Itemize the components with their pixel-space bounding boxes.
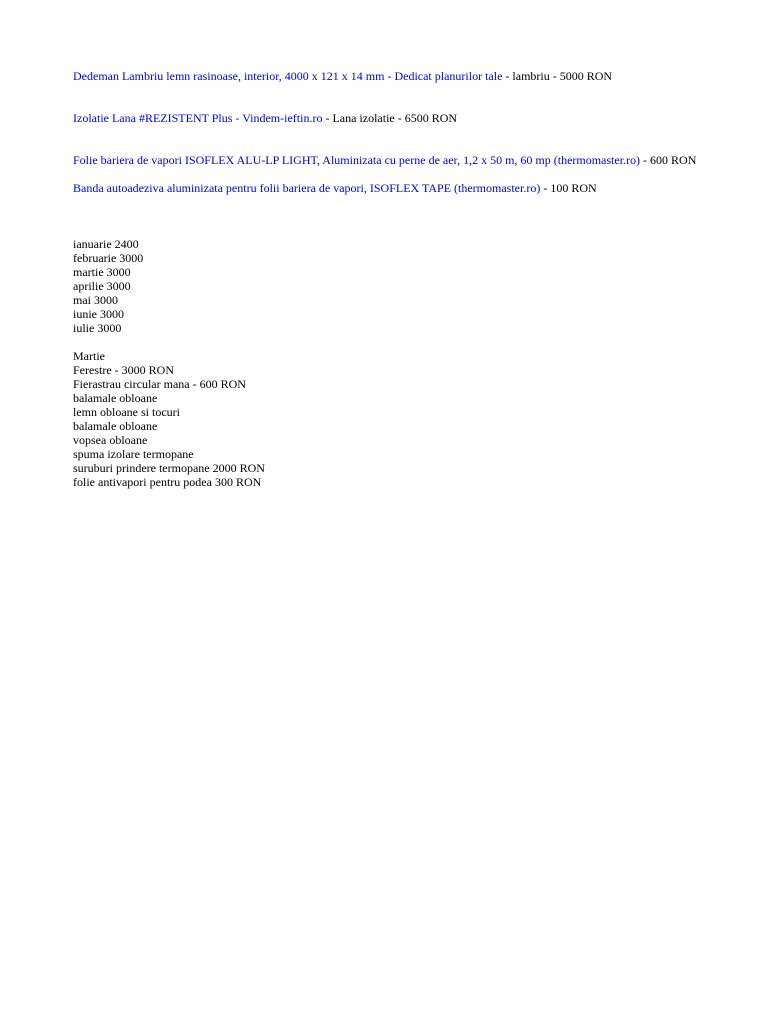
item-price-text: - lambriu - 5000 RON — [502, 69, 613, 83]
list-item: suruburi prindere termopane 2000 RON — [73, 461, 265, 475]
list-item: Fierastrau circular mana - 600 RON — [73, 377, 246, 391]
link-dedeman-lambriu[interactable]: Dedeman Lambriu lemn rasinoase, interior, 4000 x 121 x 14 mm - Dedicat planurilor tale — [73, 69, 503, 83]
list-item: balamale obloane — [73, 391, 158, 405]
month-entry: iunie 3000 — [73, 307, 124, 321]
month-entry: februarie 3000 — [73, 251, 144, 265]
list-item: vopsea obloane — [73, 433, 148, 447]
monthly-budget-list — [73, 237, 703, 335]
list-item: balamale obloane — [73, 419, 158, 433]
link-izolatie-lana[interactable]: Izolatie Lana #REZISTENT Plus - Vindem-ieftin.ro — [73, 111, 323, 125]
list-item: Ferestre - 3000 RON — [73, 363, 174, 377]
link-banda-autoadeziva[interactable]: Banda autoadeziva aluminizata pentru folii bariera de vapori, ISOFLEX TAPE (thermomaster.ro) — [73, 181, 541, 195]
month-entry: aprilie 3000 — [73, 279, 131, 293]
shopping-item-folie-bariera — [73, 153, 703, 167]
document-page — [73, 69, 703, 489]
item-price-text: - 100 RON — [540, 181, 597, 195]
month-entry: martie 3000 — [73, 265, 131, 279]
link-folie-bariera-vapori[interactable]: Folie bariera de vapori ISOFLEX ALU-LP LIGHT, Aluminizata cu perne de aer, 1,2 x 50 m, 60 mp (thermomaster.ro) — [73, 153, 641, 167]
shopping-item-lana-izolatie — [73, 111, 703, 125]
item-price-text: - Lana izolatie - 6500 RON — [322, 111, 458, 125]
list-item: spuma izolare termopane — [73, 447, 194, 461]
shopping-item-banda-autoadeziva — [73, 181, 703, 195]
item-price-text: - 600 RON — [640, 153, 697, 167]
section-heading: Martie — [73, 349, 105, 363]
list-item: folie antivapori pentru podea 300 RON — [73, 475, 262, 489]
month-entry: mai 3000 — [73, 293, 118, 307]
month-entry: ianuarie 2400 — [73, 237, 139, 251]
month-entry: iulie 3000 — [73, 321, 122, 335]
martie-section — [73, 349, 703, 489]
shopping-item-lambriu — [73, 69, 703, 83]
list-item: lemn obloane si tocuri — [73, 405, 180, 419]
